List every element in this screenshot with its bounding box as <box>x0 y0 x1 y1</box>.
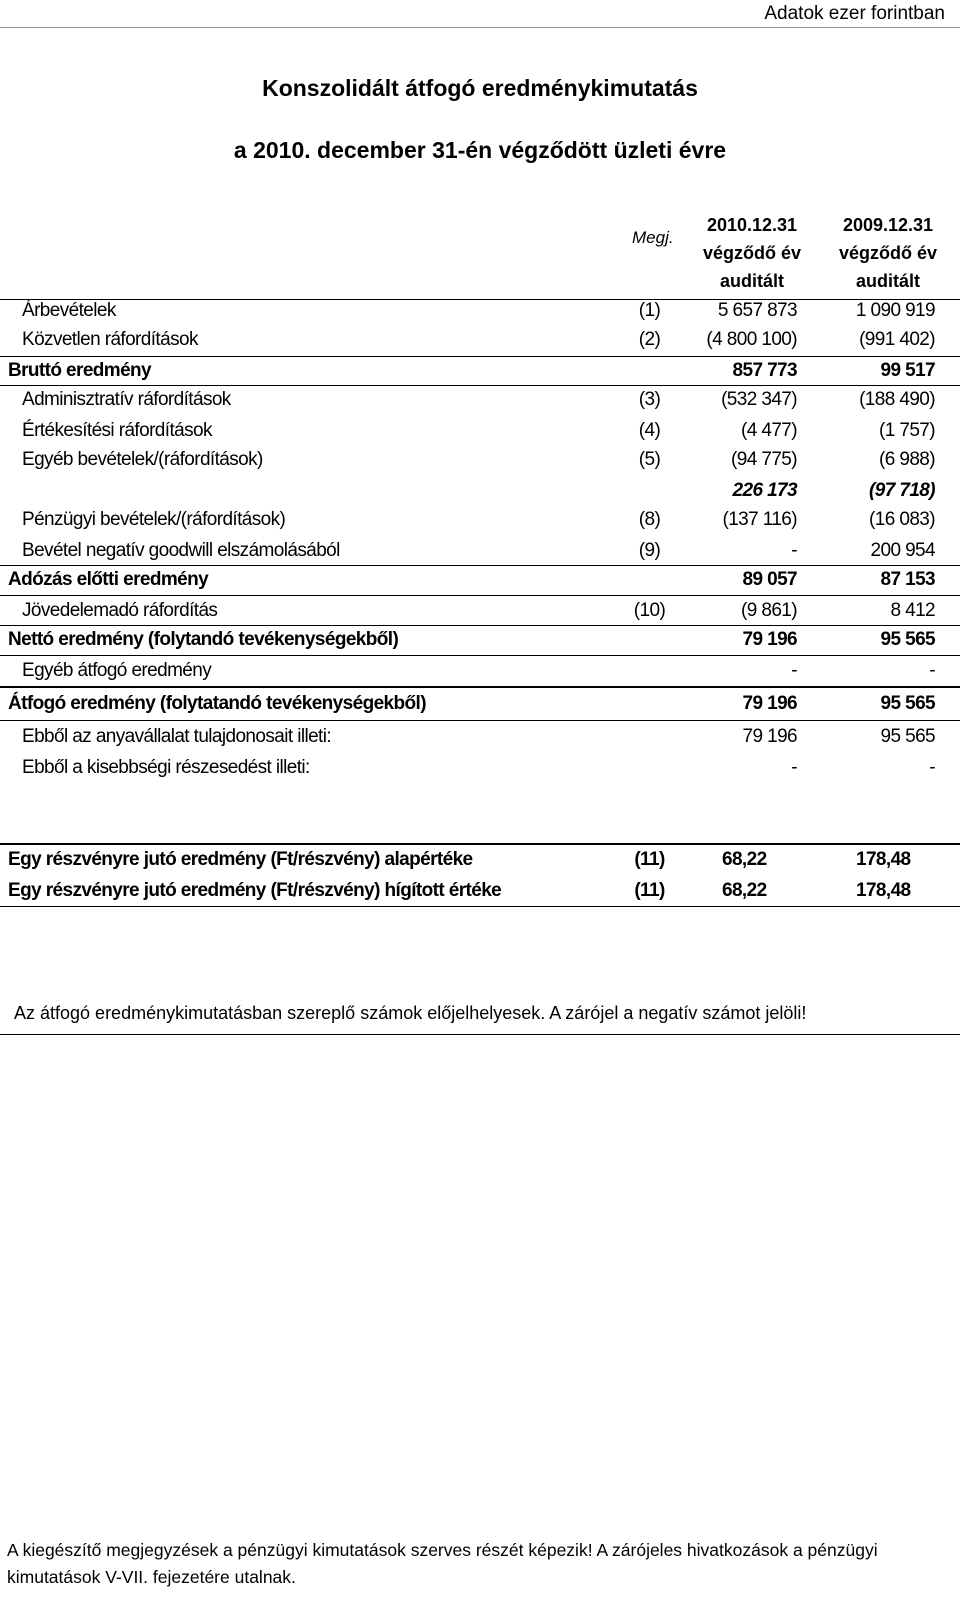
row-note: (5) <box>638 449 661 470</box>
row-value-2009: 1 090 919 <box>855 300 935 321</box>
row-divider <box>0 686 960 688</box>
row-note: (9) <box>638 540 661 561</box>
row-value-2009: - <box>929 757 935 778</box>
statement-subtitle: a 2010. december 31-én végződött üzleti évre <box>233 137 727 163</box>
row-value-2010: (137 116) <box>722 509 797 530</box>
table-row <box>0 506 960 536</box>
row-value-2010: - <box>791 540 797 561</box>
table-row <box>0 754 960 784</box>
column-header-2009 <box>828 211 948 295</box>
column-header-2009-status: auditált <box>855 271 920 291</box>
row-value-2009: (97 718) <box>869 480 935 501</box>
table-row <box>0 357 960 387</box>
table-row <box>0 723 960 753</box>
row-value-2009: (1 757) <box>878 420 935 441</box>
eps-value-2009: 178,48 <box>856 880 911 901</box>
units-note: Adatok ezer forintban <box>764 3 945 24</box>
eps-label: Egy részvényre jutó eredmény (Ft/részvény) alapértéke <box>8 849 473 870</box>
sign-convention-note: Az átfogó eredménykimutatásban szereplő számok előjelhelyesek. A zárójel a negatív számot jelöli! <box>14 1003 807 1023</box>
row-label: Bevétel negatív goodwill elszámolásából <box>22 540 340 561</box>
table-row <box>0 597 960 627</box>
column-header-2009-period: végződő év <box>838 243 938 263</box>
row-label: Adminisztratív ráfordítások <box>22 389 231 410</box>
row-value-2009: 95 565 <box>880 693 935 714</box>
row-value-2010: 79 196 <box>742 726 797 747</box>
row-value-2009: 200 954 <box>870 540 935 561</box>
row-divider <box>0 655 960 656</box>
eps-row-diluted <box>0 877 960 907</box>
row-value-2009: 95 565 <box>880 629 935 650</box>
column-header-2010-date: 2010.12.31 <box>706 215 798 235</box>
row-note: (4) <box>638 420 661 441</box>
row-label: Ebből a kisebbségi részesedést illeti: <box>22 757 310 778</box>
table-row <box>0 417 960 447</box>
row-value-2010: - <box>791 757 797 778</box>
row-label: Átfogó eredmény (folytatandó tevékenységekből) <box>8 693 426 714</box>
row-value-2010: (4 800 100) <box>706 329 797 350</box>
eps-value-2010: 68,22 <box>722 849 767 870</box>
row-value-2010: 79 196 <box>742 693 797 714</box>
note-column-header: Megj. <box>632 228 674 247</box>
row-value-2010: (9 861) <box>740 600 797 621</box>
row-label: Közvetlen ráfordítások <box>22 329 198 350</box>
row-label: Bruttó eredmény <box>8 360 152 381</box>
row-label: Árbevételek <box>22 300 116 321</box>
row-value-2010: - <box>791 660 797 681</box>
row-label: Egyéb átfogó eredmény <box>22 660 212 681</box>
row-label: Jövedelemadó ráfordítás <box>22 600 218 621</box>
table-row <box>0 446 960 476</box>
row-value-2009: (991 402) <box>859 329 935 350</box>
column-header-2009-date: 2009.12.31 <box>842 215 934 235</box>
row-note: (8) <box>638 509 661 530</box>
row-note: (10) <box>633 600 666 621</box>
eps-bottom-divider <box>0 906 960 907</box>
column-header-2010 <box>692 211 812 295</box>
row-note: (2) <box>638 329 661 350</box>
row-label: Egyéb bevételek/(ráfordítások) <box>22 449 263 470</box>
table-row <box>0 626 960 656</box>
row-value-2010: (94 775) <box>731 449 797 470</box>
row-label: Értékesítési ráfordítások <box>22 420 212 441</box>
row-value-2010: (532 347) <box>721 389 797 410</box>
row-value-2009: 87 153 <box>880 569 935 590</box>
column-header-2010-status: auditált <box>719 271 784 291</box>
eps-note: (11) <box>634 849 665 870</box>
row-note: (1) <box>638 300 661 321</box>
row-value-2009: 95 565 <box>880 726 935 747</box>
row-value-2010: (4 477) <box>740 420 797 441</box>
table-row <box>0 566 960 596</box>
eps-note: (11) <box>634 880 665 901</box>
column-header-2010-period: végződő év <box>702 243 802 263</box>
row-value-2009: - <box>929 660 935 681</box>
table-row <box>0 297 960 327</box>
row-divider <box>0 595 960 596</box>
row-value-2010: 5 657 873 <box>717 300 797 321</box>
row-label: Pénzügyi bevételek/(ráfordítások) <box>22 509 286 530</box>
row-value-2010: 226 173 <box>732 480 797 501</box>
row-note: (3) <box>638 389 661 410</box>
table-row <box>0 386 960 416</box>
row-label: Adózás előtti eredmény <box>8 569 209 590</box>
top-divider <box>0 27 960 28</box>
eps-divider <box>0 843 960 845</box>
row-value-2009: (188 490) <box>859 389 935 410</box>
row-value-2010: 857 773 <box>732 360 797 381</box>
eps-row-basic <box>0 846 960 876</box>
eps-value-2009: 178,48 <box>856 849 911 870</box>
table-row <box>0 657 960 687</box>
footer-divider <box>0 1034 960 1035</box>
subtotal-row <box>0 477 960 507</box>
row-label: Ebből az anyavállalat tulajdonosait illeti: <box>22 726 332 747</box>
row-value-2009: (6 988) <box>878 449 935 470</box>
row-label: Nettó eredmény (folytandó tevékenységekből) <box>8 629 399 650</box>
table-row <box>0 537 960 567</box>
table-row <box>0 690 960 720</box>
statement-title: Konszolidált átfogó eredménykimutatás <box>262 75 698 101</box>
eps-label: Egy részvényre jutó eredmény (Ft/részvény) hígított értéke <box>8 880 502 901</box>
row-value-2010: 79 196 <box>742 629 797 650</box>
row-divider <box>0 720 960 721</box>
row-value-2010: 89 057 <box>742 569 797 590</box>
notes-reference: A kiegészítő megjegyzések a pénzügyi kimutatások szerves részét képezik! A zárójeles hivatkozások a pénzügyi kimutatások V-VII. fejezetére utalnak. <box>7 1540 878 1587</box>
eps-value-2010: 68,22 <box>722 880 767 901</box>
row-value-2009: 8 412 <box>890 600 935 621</box>
row-value-2009: (16 083) <box>869 509 935 530</box>
table-row <box>0 326 960 356</box>
row-value-2009: 99 517 <box>880 360 935 381</box>
